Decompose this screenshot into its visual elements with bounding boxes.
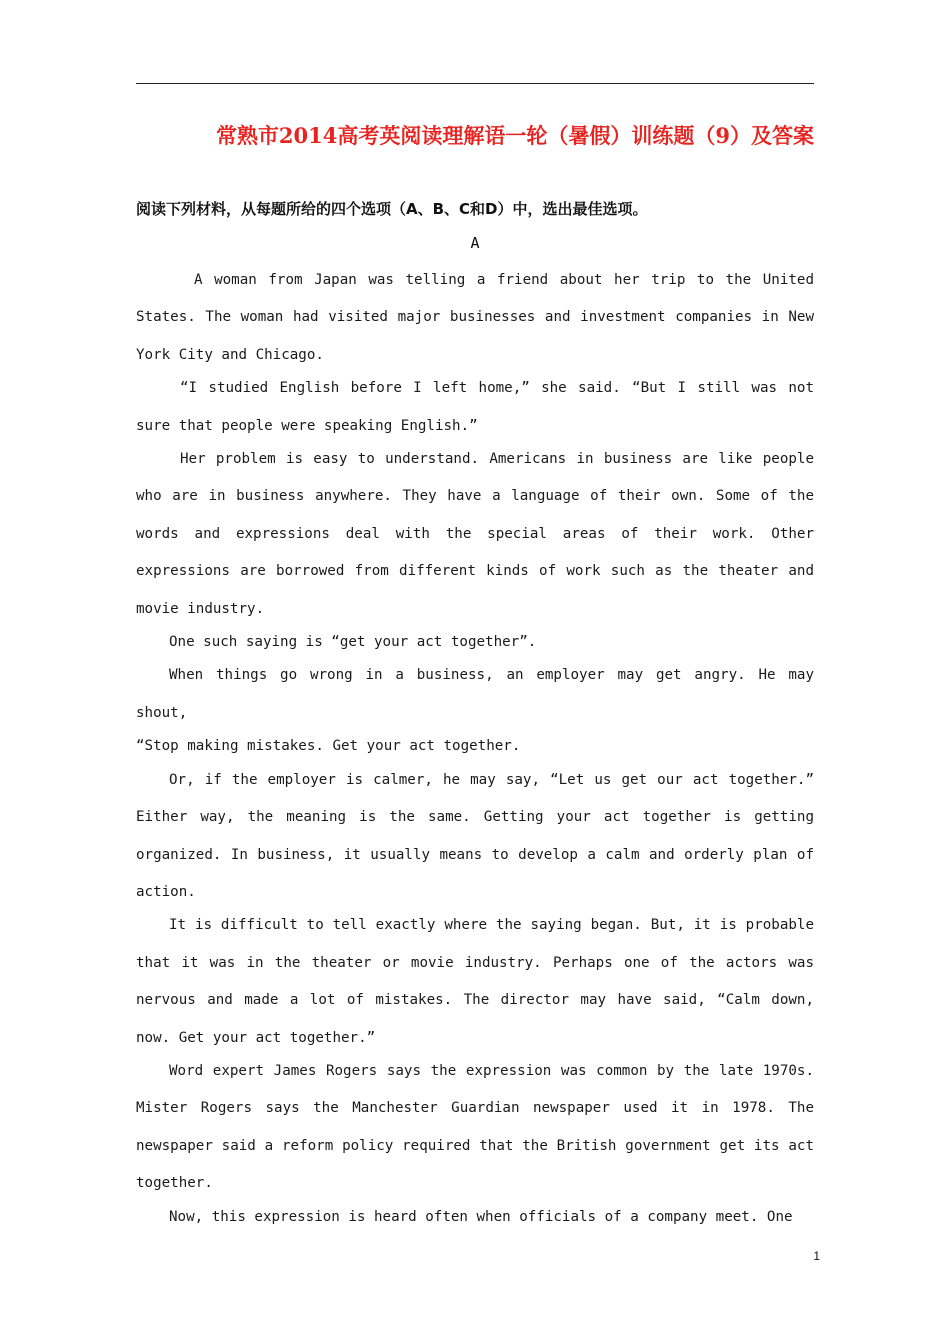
instruction-text: 阅读下列材料，从每题所给的四个选项（A、B、C和D）中，选出最佳选项。 — [136, 200, 648, 218]
passage-body — [136, 262, 814, 1236]
paragraph-7: Or, if the employer is calmer, he may say, “Let us get our act together.” Either way, the meaning is the same. Getting your act together is getting organized. In business, it usually means to develop a calm and orderly plan of action. — [136, 771, 814, 900]
document-title: 常熟市2014高考英阅读理解语一轮（暑假）训练题（9）及答案 — [215, 123, 814, 148]
paragraph-10: Now, this expression is heard often when officials of a company meet. One — [169, 1208, 793, 1225]
paragraph-9: Word expert James Rogers says the expression was common by the late 1970s. Mister Rogers says the Manchester Guardian newspaper used it in 1978. The newspaper said a reform policy required that the British government get its act together. — [136, 1062, 814, 1192]
page-number: 1 — [813, 1249, 820, 1263]
paragraph-1: A woman from Japan was telling a friend about her trip to the United States. The woman had visited major businesses and investment companies in New York City and Chicago. — [136, 272, 814, 363]
paragraph-6: “Stop making mistakes. Get your act together. — [136, 738, 521, 755]
header-rule — [136, 83, 814, 84]
paragraph-3: Her problem is easy to understand. Americans in business are like people who are in business anywhere. They have a language of their own. Some of the words and expressions deal with the special areas of their work. Other expressions are borrowed from different kinds of work such as the theater and movie industry. — [136, 451, 814, 617]
paragraph-4: One such saying is “get your act together”. — [169, 634, 537, 651]
paragraph-5: When things go wrong in a business, an employer may get angry. He may shout, — [136, 667, 814, 721]
section-label: A — [470, 234, 480, 252]
paragraph-8: It is difficult to tell exactly where the saying began. But, it is probable that it was in the theater or movie industry. Perhaps one of the actors was nervous and made a lot of mistakes. The director may have said, “Calm down, now. Get your act together.” — [136, 917, 814, 1046]
paragraph-2: “I studied English before I left home,” she said. “But I still was not sure that people were speaking English.” — [136, 380, 814, 434]
